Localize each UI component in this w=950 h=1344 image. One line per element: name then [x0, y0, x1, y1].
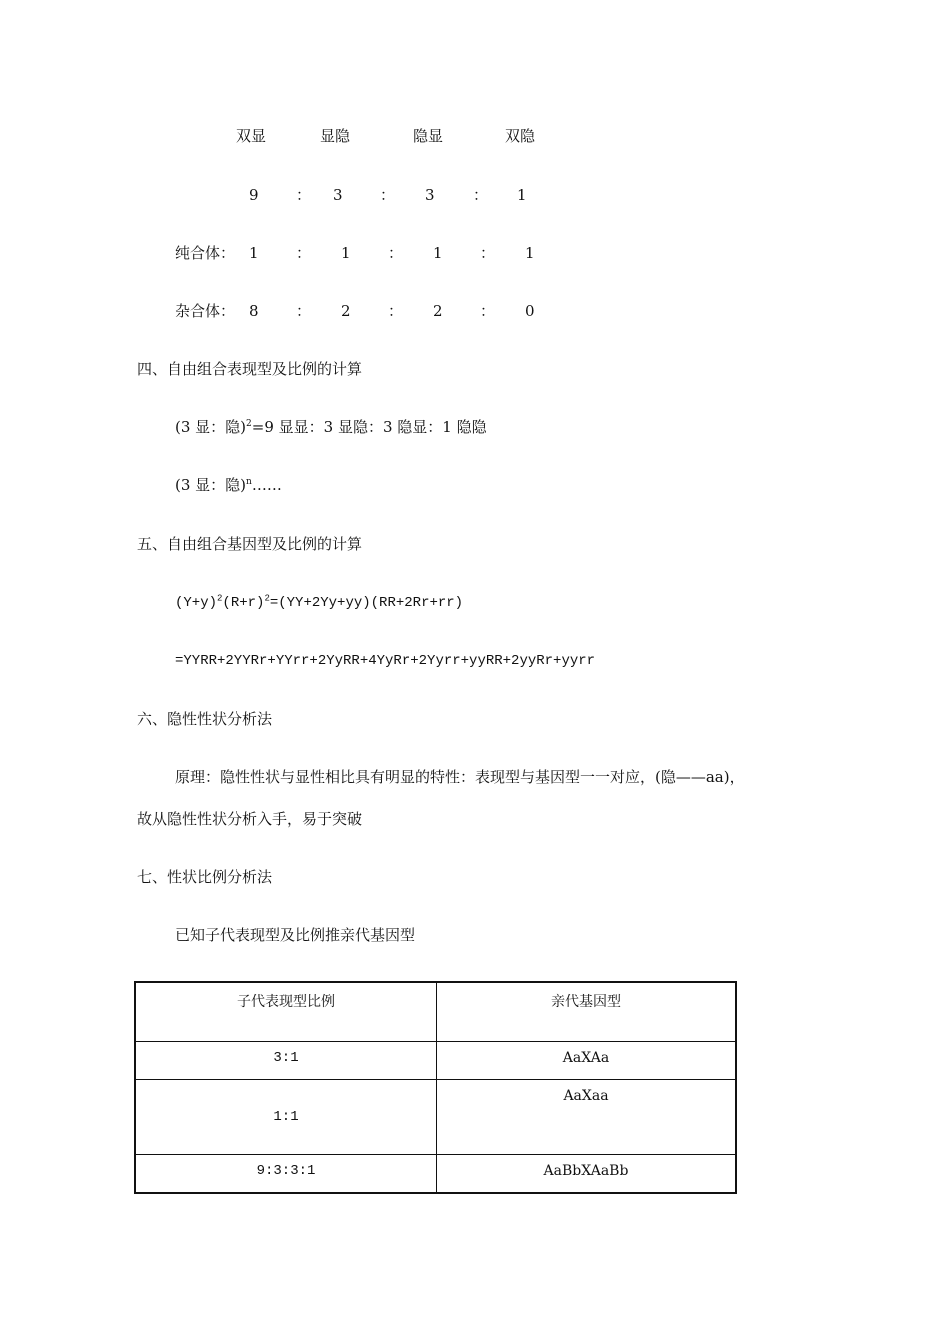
ratio-separator: ： [480, 244, 496, 262]
section-heading-5: 五、自由组合基因型及比例的计算 [137, 535, 363, 553]
formula-text: (3 显：隐) [175, 476, 247, 494]
ratio-separator: ： [296, 244, 312, 262]
ratio-value: 3 [333, 186, 343, 204]
ratio-value: 8 [249, 302, 259, 320]
genotype-formula-2: =YYRR+2YYRr+YYrr+2YyRR+4YyRr+2Yyrr+yyRR+2yyRr+yyrr [175, 653, 596, 669]
principle-paragraph-line1: 原理：隐性性状与显性相比具有明显的特性：表现型与基因型一一对应，(隐——aa)， [175, 768, 745, 786]
ratio-header-double-dominant: 双显 [236, 127, 267, 145]
table-row [135, 1155, 736, 1194]
ratio-value: 2 [433, 302, 443, 320]
exponent: 2 [246, 419, 252, 429]
phenotype-formula-n [175, 478, 282, 493]
exponent: n [246, 477, 252, 487]
ratio-value: 0 [525, 302, 535, 320]
ratio-header-dominant-recessive: 显隐 [320, 127, 351, 145]
parent-genotype-cell: AaXAa [437, 1042, 737, 1080]
ratio-value: 3 [425, 186, 435, 204]
parent-genotype-cell: AaXaa [437, 1080, 737, 1155]
homozygote-label: 纯合体： [175, 244, 236, 262]
ratio-separator: ： [388, 244, 404, 262]
exponent: 2 [264, 593, 270, 604]
ratio-value: 1 [341, 244, 351, 262]
ratio-separator: ： [296, 186, 312, 204]
ratio-separator: ： [388, 302, 404, 320]
ratio-value: 1 [249, 244, 259, 262]
principle-paragraph-line2: 故从隐性性状分析入手，易于突破 [137, 810, 363, 828]
formula-text: (3 显：隐) [175, 418, 247, 436]
ratio-value: 1 [525, 244, 535, 262]
ratio-value: 1 [433, 244, 443, 262]
col-header-parent-genotype: 亲代基因型 [437, 982, 737, 1042]
formula-text: (Y+y) [175, 595, 218, 611]
formula-text: (R+r) [222, 595, 265, 611]
col-header-offspring-ratio: 子代表现型比例 [135, 982, 437, 1042]
ratio-separator: ： [296, 302, 312, 320]
formula-text: =(YY+2Yy+yy)(RR+2Rr+rr) [269, 595, 464, 611]
formula-text: …… [251, 476, 282, 494]
offspring-ratio-cell: 1:1 [135, 1080, 437, 1155]
genotype-formula-1 [175, 593, 464, 611]
exponent: 2 [217, 593, 223, 604]
parent-genotype-cell: AaBbXAaBb [437, 1155, 737, 1194]
table-row [135, 1080, 736, 1155]
offspring-ratio-cell: 9:3:3:1 [135, 1155, 437, 1194]
phenotype-formula-squared [175, 420, 487, 435]
offspring-parent-table [134, 981, 737, 1194]
ratio-header-double-recessive: 双隐 [505, 127, 536, 145]
ratio-separator: ： [480, 302, 496, 320]
section-heading-4: 四、自由组合表现型及比例的计算 [137, 360, 363, 378]
ratio-separator: ： [473, 186, 489, 204]
ratio-header-recessive-dominant: 隐显 [413, 127, 444, 145]
table-intro: 已知子代表现型及比例推亲代基因型 [175, 926, 416, 944]
offspring-ratio-cell: 3:1 [135, 1042, 437, 1080]
section-heading-6: 六、隐性性状分析法 [137, 710, 273, 728]
table-header-row [135, 982, 736, 1042]
ratio-separator: ： [380, 186, 396, 204]
table-row [135, 1042, 736, 1080]
section-heading-7: 七、性状比例分析法 [137, 868, 273, 886]
ratio-value: 2 [341, 302, 351, 320]
formula-text: =9 显显：3 显隐：3 隐显：1 隐隐 [251, 418, 487, 436]
ratio-value: 9 [249, 186, 259, 204]
ratio-value: 1 [517, 186, 527, 204]
heterozygote-label: 杂合体： [175, 302, 236, 320]
